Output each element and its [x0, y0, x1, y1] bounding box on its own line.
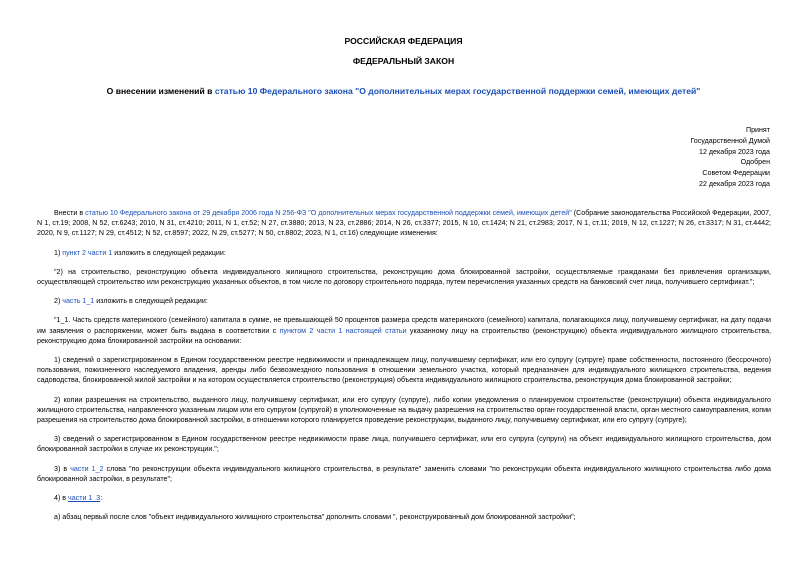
paragraph-intro [37, 208, 771, 239]
paragraph-text: указанному лицу на строительство (реконструкцию) объекта индивидуального жилищного строительства, реконструкцию дома блокированной застройки на основании: [37, 326, 771, 345]
paragraph-item-3 [37, 464, 771, 484]
law-reference-link[interactable]: статью 10 Федерального закона от 29 декабря 2006 года N 256-ФЗ "О дополнительных мерах государственной поддержки семей, имеющих детей" [85, 209, 572, 217]
paragraph-item-2 [37, 296, 771, 306]
paragraph-text: : [100, 494, 103, 503]
law-title [0, 86, 807, 97]
part-1-1-link[interactable]: часть 1_1 [62, 297, 95, 306]
approved-date: 22 декабря 2023 года [699, 179, 770, 188]
paragraph-text: 4) в [54, 494, 69, 503]
approved-by: Советом Федерации [702, 169, 770, 178]
approved-label: Одобрен [740, 158, 770, 167]
paragraph-text: изложить в следующей редакции: [94, 297, 208, 306]
document-body [37, 208, 771, 531]
point-2-part-1-this-article-link[interactable]: пунктом 2 части 1 настоящей статьи [279, 326, 407, 335]
paragraph-text: 2) [54, 297, 63, 306]
paragraph-text: Внести в [54, 209, 86, 217]
law-title-link[interactable]: статью 10 Федерального закона "О дополнительных мерах государственной поддержки семей, имеющих детей" [214, 86, 701, 96]
paragraph-text: (Собрание законодательства Российской Федерации, 2007, N 1, ст.19; 2008, N 52, ст.6243; 2010, N 31, ст.4210; 2011, N 1, ст.52; N 27, ст.3880; 2013, N 23, ст.2886; 2014, N 26, ст.3377; 2015, N 10, ст.1424; N 21, ст.2983; 2017, N 1, ст.11; 2019, N 12, ст.1227; N 26, ст.3317; N 31, ст.4442; 2020, N 9, ст.1127; N 29, ст.4512; N 52, ст.8597; 2022, N 29, ст.5277; N 50, ст.8802; 2023, N 1, ст.16) следующие изменения: [37, 209, 771, 238]
adopted-by: Государственной Думой [690, 136, 770, 145]
adopted-date: 12 декабря 2023 года [699, 147, 770, 156]
part-1-3-link[interactable]: части 1_3 [68, 494, 101, 503]
adoption-block [530, 125, 770, 190]
paragraph-subitem-a: а) абзац первый после слов "объект индивидуального жилищного строительства" дополнить словами ", реконструированный дом блокированной застройки"; [54, 513, 576, 522]
law-kind-heading: ФЕДЕРАЛЬНЫЙ ЗАКОН [352, 56, 455, 66]
paragraph-item-4 [37, 493, 771, 503]
paragraph-subitem-3: 3) сведений о зарегистрированном в Едином государственном реестре недвижимости праве лица, получившего сертификат, или его супруга (супруги) на объект индивидуального жилищного строительства, дом блокированной застройки в случае их реконструкции."; [37, 435, 771, 454]
paragraph-quote-point-2: "2) на строительство, реконструкцию объекта индивидуального жилищного строительства, реконструкцию дома блокированной застройки, осуществляемые гражданами без привлечения организации, осуществляющей строительство или реконструкцию указанных объектов, в том числе по договору строительного подряда, путем перечисления указанных средств на банковский счет лица, получившего сертификат."; [37, 267, 771, 287]
paragraph-text: слова "по реконструкции объекта индивидуального жилищного строительства, в результате" заменить словами "по реконструкции объекта индивидуального жилищного строительства либо дома блокированной застройки, в результате"; [37, 464, 771, 483]
paragraph-subitem-1: 1) сведений о зарегистрированном в Едином государственном реестре недвижимости и принадлежащем лицу, получившему сертификат, или его супругу (супруге) праве собственности, постоянного (бессрочного) пользования, пожизненного наследуемого владения, аренды либо безвозмездного пользования в отношении земельного участка, который предназначен для индивидуального жилищного строительства, ведения садоводства, блокированной жилой застройки и на котором осуществляется строительство (реконструкция) объекта индивидуального жилищного строительства, реконструкция дома блокированной застройки; [37, 356, 771, 385]
paragraph-text: "1_1. Часть средств материнского (семейного) капитала в сумме, не превышающей 50 процентов размера средств материнского (семейного) капитала, полагающихся лицу, получившему сертификат, на дату подачи им заявления о распоряжении, может быть выдана в соответствии с [37, 316, 771, 335]
paragraph-subitem-2: 2) копии разрешения на строительство, выданного лицу, получившему сертификат, или его супругу (супруге), либо копии уведомления о планируемом строительстве (реконструкции) объекта индивидуального жилищного строительства, направленного указанным лицом или его супругом (супругой) в уполномоченные на выдачу разрешения на строительство орган государственной власти, орган местного самоуправления, копии разрешения на строительство дома блокированной застройки, в отношении которого планируется проведение реконструкции, выданного лицу, получившему сертификат, или его супругу (супруге); [37, 395, 771, 425]
paragraph-text: 1) [54, 248, 63, 257]
paragraph-text: 3) в [54, 464, 71, 473]
paragraph-item-1 [37, 248, 771, 258]
paragraph-text: изложить в следующей редакции: [112, 248, 226, 257]
point-2-part-1-link[interactable]: пункт 2 части 1 [62, 248, 113, 257]
law-title-prefix: О внесении изменений в [106, 86, 215, 96]
country-heading: РОССИЙСКАЯ ФЕДЕРАЦИЯ [344, 36, 463, 46]
paragraph-part-1-1 [37, 315, 771, 346]
part-1-2-link[interactable]: части 1_2 [70, 464, 104, 473]
adopted-label: Принят [745, 126, 770, 134]
